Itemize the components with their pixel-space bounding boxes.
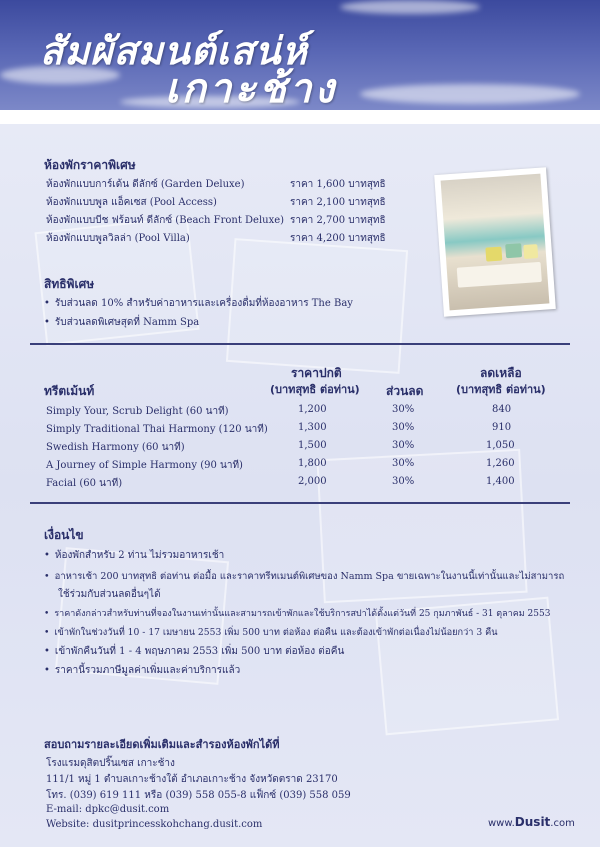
room-photo-image <box>441 174 550 311</box>
treatment-regular: 1,800 <box>298 458 327 469</box>
treatment-name: A Journey of Simple Harmony (90 นาที) <box>46 460 243 471</box>
treatment-discount: 30% <box>392 458 415 469</box>
table-header-regular: ราคาปกติ <box>291 366 342 380</box>
treatment-name: Swedish Harmony (60 นาที) <box>46 442 185 453</box>
treatment-final: 1,260 <box>486 458 515 469</box>
treatment-discount: 30% <box>392 476 415 487</box>
hotel-phone: โทร. (039) 619 111 หรือ (039) 558 055-8 แฟ็กซ์ (039) 558 059 <box>46 790 351 801</box>
room-price: ราคา 1,600 บาทสุทธิ <box>290 179 386 190</box>
page-title-line2: เกาะช้าง <box>165 66 337 110</box>
treatment-discount: 30% <box>392 404 415 415</box>
hotel-email: E-mail: dpkc@dusit.com <box>46 804 170 815</box>
dusit-logo <box>488 815 575 829</box>
cloud-decoration <box>360 84 580 104</box>
table-header-final: ลดเหลือ <box>480 366 522 380</box>
contact-heading: สอบถามรายละเอียดเพิ่มเติมและสำรองห้องพักได้ที่ <box>44 738 280 751</box>
treatment-name: Simply Your, Scrub Delight (60 นาที) <box>46 406 229 417</box>
photo-pillow <box>505 243 522 258</box>
hotel-name: โรงแรมดุสิตปริ๊นเซส เกาะช้าง <box>46 758 175 769</box>
table-header-final-unit: (บาทสุทธิ ต่อท่าน) <box>456 383 546 396</box>
section-divider <box>30 502 570 504</box>
condition-item: • ราคาดังกล่าวสำหรับท่านที่จองในงานเท่านั้นและสามารถเข้าพักและใช้บริการสปาได้ตั้งแต่วันที่ 25 กุมภาพันธ์ - 31 ตุลาคม 2553 <box>44 606 550 620</box>
treatment-final: 840 <box>492 404 512 415</box>
cloud-decoration <box>340 0 480 14</box>
room-price: ราคา 2,700 บาทสุทธิ <box>290 215 386 226</box>
condition-item: • เข้าพักคืนวันที่ 1 - 4 พฤษภาคม 2553 เพิ่ม 500 บาท ต่อห้อง ต่อคืน <box>44 644 344 659</box>
treatment-final: 1,050 <box>486 440 515 451</box>
page-title-line1: สัมผัสมนต์เสน่ห์ <box>40 29 308 73</box>
privileges-heading: สิทธิพิเศษ <box>44 277 95 291</box>
hotel-address: 111/1 หมู่ 1 ตำบลเกาะช้างใต้ อำเภอเกาะช้าง จังหวัดตราด 23170 <box>46 774 338 785</box>
logo-brand: Dusit <box>514 815 551 829</box>
room-name: ห้องพักแบบพูล แอ็คเซส (Pool Access) <box>46 197 217 208</box>
room-name: ห้องพักแบบบีช ฟร้อนท์ ดีลักซ์ (Beach Front Deluxe) <box>46 215 285 226</box>
treatment-discount: 30% <box>392 440 415 451</box>
treatment-regular: 2,000 <box>298 476 327 487</box>
logo-suffix: .com <box>550 818 575 829</box>
hotel-website: Website: dusitprincesskohchang.dusit.com <box>46 819 263 830</box>
photo-pillow <box>485 247 502 262</box>
room-price: ราคา 2,100 บาทสุทธิ <box>290 197 386 208</box>
condition-item: • อาหารเช้า 200 บาทสุทธิ ต่อท่าน ต่อมื้อ และราคาทรีทเมนต์พิเศษของ Namm Spa ขายเฉพาะในงานนี้เท่านั้นและไม่สามารถ <box>44 569 564 584</box>
treatment-final: 910 <box>492 422 512 433</box>
privilege-item: • รับส่วนลดพิเศษสุดที่ Namm Spa <box>44 315 199 330</box>
room-name: ห้องพักแบบพูลวิลล่า (Pool Villa) <box>46 233 190 244</box>
photo-bed <box>457 262 542 288</box>
banner-divider <box>0 110 600 124</box>
treatment-final: 1,400 <box>486 476 515 487</box>
privilege-item: • รับส่วนลด 10% สำหรับค่าอาหารและเครื่องดื่มที่ห้องอาหาร The Bay <box>44 296 353 311</box>
treatment-discount: 30% <box>392 422 415 433</box>
treatment-regular: 1,200 <box>298 404 327 415</box>
table-header-treatment: ทรีตเม้นท์ <box>44 384 95 398</box>
condition-item-continued: ใช้ร่วมกับส่วนลดอื่นๆได้ <box>58 589 161 600</box>
section-divider <box>30 343 570 345</box>
rooms-heading: ห้องพักราคาพิเศษ <box>44 158 136 172</box>
table-header-discount: ส่วนลด <box>386 384 424 398</box>
room-price: ราคา 4,200 บาทสุทธิ <box>290 233 386 244</box>
condition-item: • ราคานี้รวมภาษีมูลค่าเพิ่มและค่าบริการแล้ว <box>44 663 240 678</box>
condition-item: • ห้องพักสำหรับ 2 ท่าน ไม่รวมอาหารเช้า <box>44 548 224 563</box>
condition-item: • เข้าพักในช่วงวันที่ 10 - 17 เมษายน 2553 เพิ่ม 500 บาท ต่อห้อง ต่อคืน และต้องเข้าพักต่อเนื่องไม่น้อยกว่า 3 คืน <box>44 625 498 640</box>
room-name: ห้องพักแบบการ์เด้น ดีลักซ์ (Garden Deluxe) <box>46 179 245 190</box>
treatment-name: Simply Traditional Thai Harmony (120 นาที) <box>46 424 268 435</box>
table-header-regular-unit: (บาทสุทธิ ต่อท่าน) <box>270 383 360 396</box>
photo-pillow <box>523 244 538 259</box>
conditions-heading: เงื่อนไข <box>44 528 84 542</box>
treatment-regular: 1,300 <box>298 422 327 433</box>
treatment-regular: 1,500 <box>298 440 327 451</box>
header-banner <box>0 0 600 110</box>
treatment-name: Facial (60 นาที) <box>46 478 123 489</box>
logo-prefix: www. <box>488 818 515 829</box>
room-photo <box>434 167 556 316</box>
